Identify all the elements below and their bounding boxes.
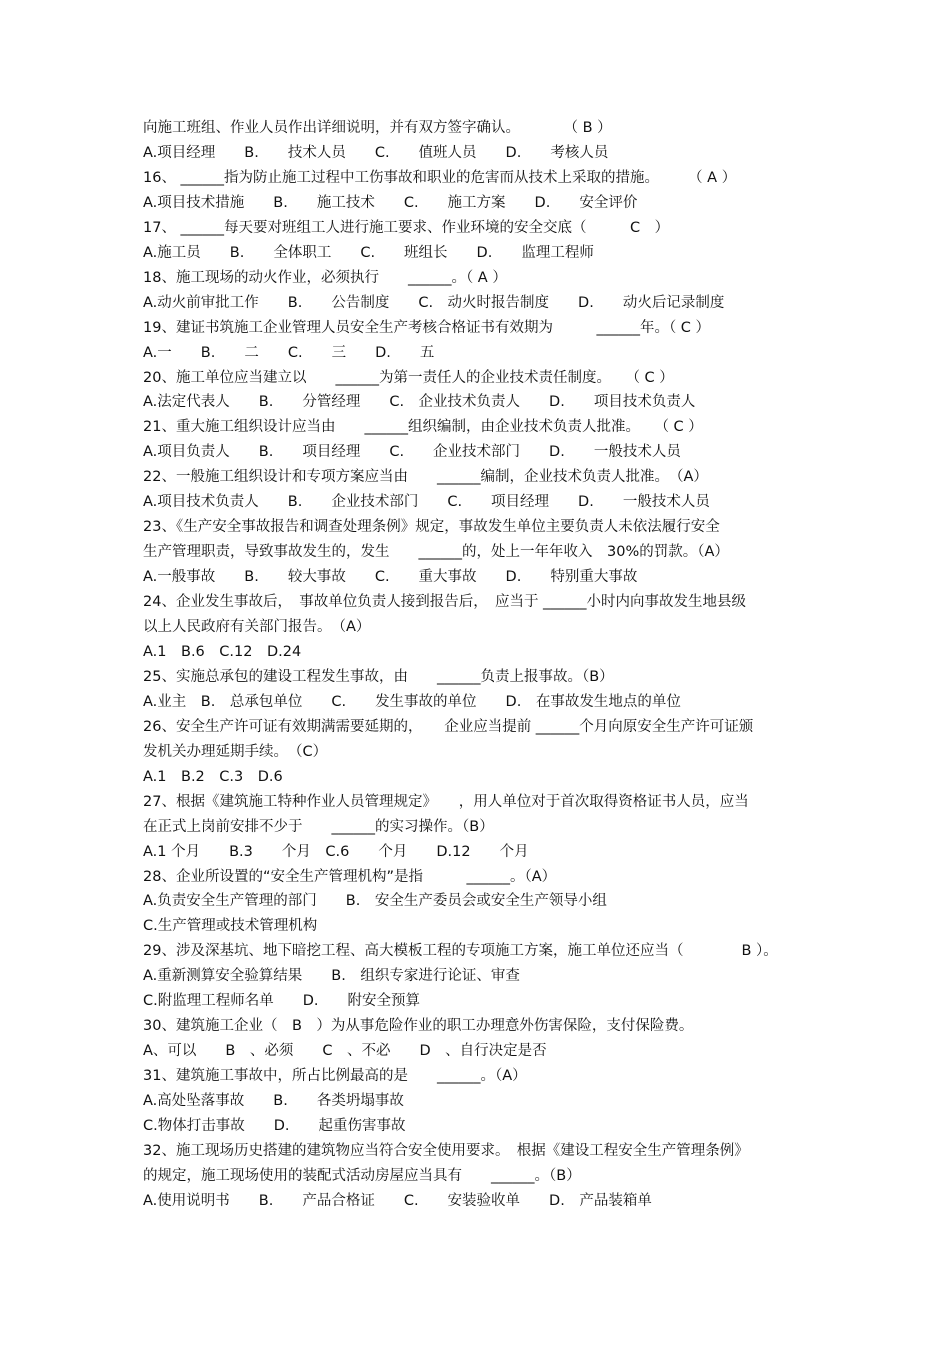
text-line: A.项目技术负责人 B. 企业技术部门 C. 项目经理 D. 一般技术人员 (143, 494, 710, 511)
text-line: 21、重大施工组织设计应当由 ______组织编制，由企业技术负责人批准。 （ C ） (143, 419, 703, 436)
text-line: A.项目经理 B. 技术人员 C. 值班人员 D. 考核人员 (143, 144, 609, 161)
text-line: A.动火前审批工作 B. 公告制度 C. 动火时报告制度 D. 动火后记录制度 (143, 294, 725, 311)
text-line: A.法定代表人 B. 分管经理 C. 企业技术负责人 D. 项目技术负责人 (143, 394, 696, 411)
text-line: A.高处坠落事故 B. 各类坍塌事故 (143, 1093, 404, 1109)
text-line: C.生产管理或技术管理机构 (143, 918, 318, 935)
text-line: A.1 B.2 C.3 D.6 (143, 768, 283, 785)
text-line: C.附监理工程师名单 D. 附安全预算 (143, 993, 421, 1010)
text-line: 在正式上岗前安排不少于 ______的实习操作。（B） (143, 818, 494, 835)
text-line: A.项目技术措施 B. 施工技术 C. 施工方案 D. 安全评价 (143, 194, 638, 211)
text-line: 32、施工现场历史搭建的建筑物应当符合安全使用要求。 根据《建设工程安全生产管理条例》 (143, 1142, 749, 1159)
text-line: A.负责安全生产管理的部门 B. 安全生产委员会或安全生产领导小组 (143, 893, 607, 910)
text-line: 的规定，施工现场使用的装配式活动房屋应当具有 ______。（B） (143, 1167, 581, 1184)
text-line: 26、安全生产许可证有效期满需要延期的， 企业应当提前 ______个月向原安全生产许可证颁 (143, 718, 754, 735)
text-line: 发机关办理延期手续。 （C） (143, 743, 328, 760)
text-line: A.一 B. 二 C. 三 D. 五 (143, 344, 435, 361)
text-line: A.重新测算安全验算结果 B. 组织专家进行论证、审查 (143, 968, 520, 985)
text-line: 17、 ______每天要对班组工人进行施工要求、作业环境的安全交底（ C ） (143, 219, 670, 236)
text-line: 29、涉及深基坑、地下暗挖工程、高大模板工程的专项施工方案，施工单位还应当（ B ）。 (143, 943, 778, 960)
text-line: 生产管理职责，导致事故发生的，发生 ______的，处上一年年收入 30%的罚款。（A） (143, 544, 729, 561)
text-line: A.业主 B. 总承包单位 C. 发生事故的单位 D. 在事故发生地点的单位 (143, 693, 681, 710)
text-line: A.施工员 B. 全体职工 C. 班组长 D. 监理工程师 (143, 244, 594, 261)
text-line: 19、建证书筑施工企业管理人员安全生产考核合格证书有效期为 ______年。（ C ） (143, 319, 711, 336)
text-line: 以上人民政府有关部门报告。 （A） (143, 619, 371, 635)
text-line: 25、实施总承包的建设工程发生事故，由 ______负责上报事故。（B） (143, 668, 614, 685)
text-line: 30、建筑施工企业（ B ）为从事危险作业的职工办理意外伤害保险，支付保险费。 (143, 1018, 694, 1035)
text-line: A、可以 B 、必须 C 、不必 D 、自行决定是否 (143, 1043, 547, 1060)
text-line: A.1 个月 B.3 个月 C.6 个月 D.12 个月 (143, 843, 529, 860)
text-line: A.1 B.6 C.12 D.24 (143, 643, 302, 660)
text-line: 22、一般施工组织设计和专项方案应当由 ______编制，企业技术负责人批准。 （A） (143, 469, 708, 486)
text-line: A.项目负责人 B. 项目经理 C. 企业技术部门 D. 一般技术人员 (143, 444, 681, 461)
text-line: 24、企业发生事故后， 事故单位负责人接到报告后， 应当于 ______小时内向事故发生地县级 (143, 594, 747, 610)
text-line: 28、企业所设置的“安全生产管理机构”是指 ______。（A） (143, 868, 557, 885)
text-line: A.一般事故 B. 较大事故 C. 重大事故 D. 特别重大事故 (143, 569, 638, 586)
text-line: 27、根据《建筑施工特种作业人员管理规定》 ，用人单位对于首次取得资格证书人员，应当 (143, 793, 749, 810)
text-line: 20、施工单位应当建立以 ______为第一责任人的企业技术责任制度。 （ C ） (143, 369, 674, 386)
text-line: 31、建筑施工事故中，所占比例最高的是 ______。（A） (143, 1068, 527, 1085)
text-line: A.使用说明书 B. 产品合格证 C. 安装验收单 D. 产品装箱单 (143, 1192, 652, 1209)
text-line: 向施工班组、作业人员作出详细说明，并有双方签字确认。 （ B ） (143, 120, 612, 136)
text-line: C.物体打击事故 D. 起重伤害事故 (143, 1118, 406, 1134)
text-line: 16、 ______指为防止施工过程中工伤事故和职业的危害而从技术上采取的措施。 （ A ） (143, 169, 737, 186)
text-line: 23、《生产安全事故报告和调查处理条例》规定，事故发生单位主要负责人未依法履行安全 (143, 519, 720, 536)
text-line: 18、施工现场的动火作业，必须执行 ______。（ A ） (143, 269, 507, 286)
